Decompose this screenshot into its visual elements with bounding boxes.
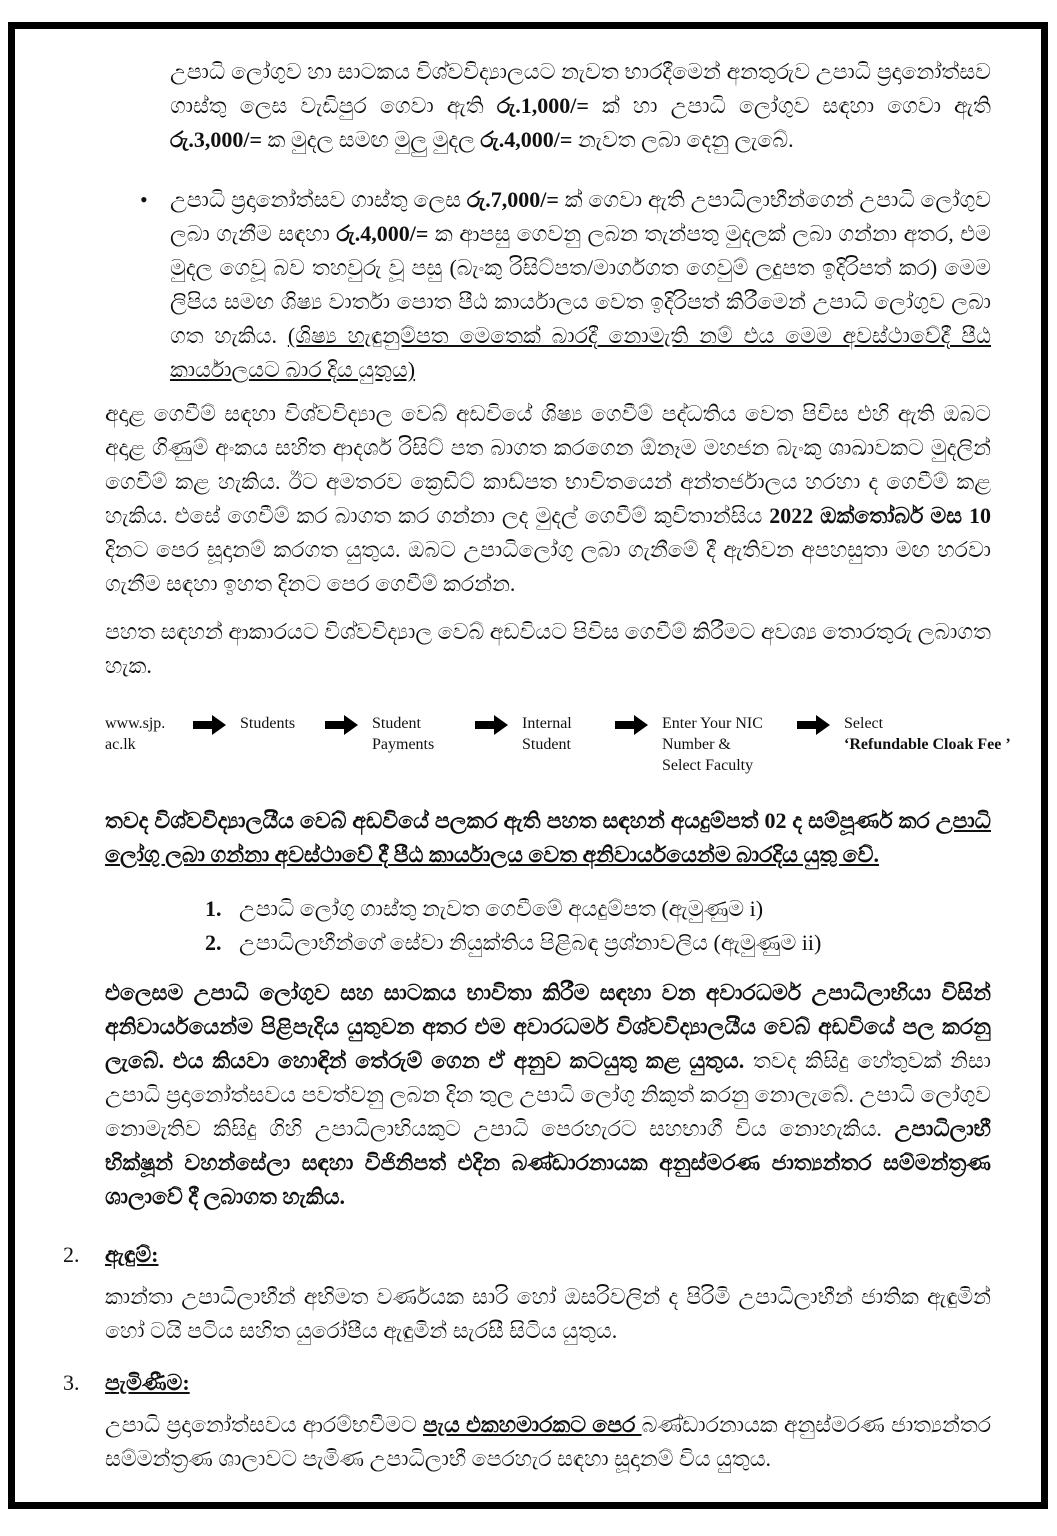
flow-step-label: ac.lk xyxy=(105,736,136,753)
paragraph-payment-instructions xyxy=(105,397,991,601)
document-content xyxy=(15,29,1041,1476)
section-body xyxy=(105,1366,991,1476)
flow-step-internal-student xyxy=(522,713,602,755)
flow-step-label: Enter Your NIC xyxy=(662,715,763,732)
section-heading-text: පැමිණීම: xyxy=(105,1370,190,1395)
list-item xyxy=(205,926,991,960)
deposit-text: ක ආපසු ගෙවනු ලබන තැන්පතු මුදලක් ලබා ගන්නා අතර, එම මුදල ගෙවූ බව තහවුරු වූ පසු (බැංකු රිසිට්පත/මාර්ගගත ගෙවුම් ලදුපත ඉදිරිපත් කර) මෙම ලිපිය සමඟ ශිෂ්‍ය වාර්තා පොත පීඨ කාර්යාලය වෙත ඉදිරිපත් කිරීමෙන් උපාධි ලෝගුව ලබා ගත හැකිය. xyxy=(170,221,991,348)
section-attire xyxy=(63,1238,991,1348)
right-arrow-icon xyxy=(325,715,359,735)
amount-4000: රු.4,000/= xyxy=(336,221,429,246)
page-border xyxy=(8,22,1048,1509)
refund-text: උපාධි ලෝගුව හා සාටකය විශ්වවිද්‍යාලයට නැවත භාරදීමෙන් අනතුරුව උපාධි ප්‍රදානෝත්සව ගාස්තු ලෙස වැඩිපුර ගෙවා ඇති xyxy=(170,59,991,118)
section-arrival xyxy=(63,1366,991,1476)
refundable-cloak-fee-label: ‘Refundable Cloak Fee ’ xyxy=(844,736,1011,753)
deadline-date: 2022 ඔක්තෝබර් මස 10 xyxy=(769,503,991,528)
flow-step-label: Student xyxy=(522,736,571,753)
deposit-text: උපාධි ප්‍රදානෝත්සව ගාස්තු ලෙස xyxy=(170,187,467,212)
forms-mandatory-note: උපාධි ලෝගු ලබා ගන්නා අවස්ථාවේ දී පීඨ කාර්යාලය වෙත අනිවාර්යයෙන්ම බාරදිය යුතු වේ. xyxy=(105,808,991,867)
ethics-text: එලෙසම උපාධි ලෝගුව සහ සාටකය භාවිතා කිරීම සඳහා වන අවාරධර්ම උපාධිලාභියා විසින් අනිවාර්යයෙන්ම පිළිපැදිය යුතුවන අතර එම අවාරධර්ම විශ්වවිද්‍යාලයීය වෙබ් අඩවියේ පල කරනු ලැබේ. එය කියවා හොඳින් තේරුම් ගෙන ඒ අනුව කටයුතු කළ යුතුය. xyxy=(105,980,991,1073)
flow-step-label: Student xyxy=(372,715,421,732)
arrival-text: බණ්ඩාරනායක අනුස්මරණ ජාත්‍යන්තර සම්මන්ත්‍රණ ශාලාවට පැමිණ උපාධිලාභී පෙරහැර සඳහා සූදානම් විය යුතුය. xyxy=(105,1412,991,1471)
bullet-icon: • xyxy=(140,187,148,212)
paragraph-forms-required xyxy=(105,804,991,872)
info-text: පහත සඳහන් ආකාරයට විශ්වවිද්‍යාල වෙබ් අඩවියට පිවිස ගෙවීම් කිරීමට අවශ්‍ය තොරතුරු ලබාගත හැක. xyxy=(105,619,991,678)
arrival-time-emphasis: පැය එකහමාරකට පෙර xyxy=(422,1412,642,1437)
bullet-deposit-text xyxy=(170,183,991,387)
list-item-number: 1. xyxy=(205,896,222,921)
payment-text: දිනට පෙර සූදානම් කරගත යුතුය. ඔබට උපාධිලෝගු ලබා ගැනීමේ දී ඇතිවන අපහසුතා මඟ හරවා ගැනීම සඳහා ඉහත දිනට පෙර ගෙවීම් කරන්න. xyxy=(105,537,991,596)
section-arrival-text xyxy=(105,1408,991,1476)
refund-text: නැවත ලබා දෙනු ලැබේ. xyxy=(572,127,794,152)
flow-step-label: www.sjp. xyxy=(105,715,166,732)
right-arrow-icon xyxy=(193,715,227,735)
flow-step-website xyxy=(105,713,180,755)
section-heading xyxy=(105,1366,991,1400)
payment-text: අදාළ ගෙවීම් සඳහා විශ්වවිද්‍යාල වෙබ් අඩවියේ ශිෂ්‍ය ගෙවීම් පද්ධතිය වෙත පිවිස එහි ඇති ඔබට අදාළ ගිණුම් අංකය සහිත ආදර්ශ රිසිට් පත බාගත කරගෙන ඕනෑම මහජන බැංකු ශාඛාවකට මුදලින් ගෙවීම් කළ හැකිය. ඊට අමතරව ක්‍රෙඩිට් කාඩ්පත භාවිතයෙන් අන්තර්ජාලය හරහා ද ගෙවීම් කළ හැකිය. එසේ ගෙවීම් කර බාගත කර ගන්නා ලද මුදල් ගෙවීම් කුවිතාන්සිය xyxy=(105,401,991,528)
student-id-note: (ශිෂ්‍ය හැඳුනුම්පත මෙතෙක් බාරදී නොමැති නම් එය මෙම අවස්ථාවේදී පීඨ කාර්යාලයට බාර දිය යුතුය) xyxy=(170,323,992,382)
refund-text: ක් හා උපාධි ලෝගුව සඳහා ගෙවා ඇති xyxy=(588,93,992,118)
flow-step-student-payments xyxy=(372,713,462,755)
section-attire-text xyxy=(105,1280,991,1348)
amount-1000: රු.1,000/= xyxy=(496,93,589,118)
section-number: 3. xyxy=(63,1370,80,1395)
flow-step-label: Payments xyxy=(372,736,435,753)
flow-step-label: Number & xyxy=(662,736,731,753)
list-item xyxy=(205,892,991,926)
paragraph-refund xyxy=(170,55,991,157)
section-heading-text: ඇඳුම්: xyxy=(105,1242,159,1267)
bullet-deposit xyxy=(105,183,991,387)
arrival-text: උපාධි ප්‍රදානෝත්සවය ආරම්භවීමට xyxy=(105,1412,423,1437)
flow-step-label: Select Faculty xyxy=(662,757,754,774)
deposit-text: ක් ගෙවා ඇති උපාධිලාභීන්ගෙන් උපාධි ලෝගුව ලබා ගැනීම සඳහා xyxy=(170,187,991,246)
payment-flow xyxy=(105,713,1040,776)
right-arrow-icon xyxy=(615,715,649,735)
list-item-text: උපාධි ලෝගු ගාස්තු නැවත ගෙවීමේ අයදුම්පත (ඇමුණුම i) xyxy=(239,896,764,921)
paragraph-info xyxy=(105,615,991,683)
paragraph-ethics xyxy=(105,976,991,1214)
right-arrow-icon xyxy=(475,715,509,735)
flow-step-label: Students xyxy=(240,715,296,732)
amount-3000: රු.3,000/= xyxy=(170,127,263,152)
flow-step-nic-faculty xyxy=(662,713,784,776)
list-item-text: උපාධිලාභීන්ගේ සේවා නියුක්තිය පිළිබඳ ප්‍රශ්නාවලිය (ඇමුණුම ii) xyxy=(239,930,822,955)
amount-4000: රු.4,000/= xyxy=(480,127,573,152)
flow-step-students xyxy=(240,713,312,734)
amount-7000: රු.7,000/= xyxy=(466,187,559,212)
flow-step-label: Internal xyxy=(522,715,572,732)
monks-fans-text: උපාධිලාභී භික්ෂූන් වහන්සේලා සඳහා විජිනිපත් එදින බණ්ඩාරනායක අනුස්මරණ ජාත්‍යන්තර සම්මන්ත්‍රණ ශාලාවේ දී ලබාගත හැකිය. xyxy=(105,1116,991,1209)
list-item-number: 2. xyxy=(205,930,222,955)
flow-step-label: Select xyxy=(844,715,884,732)
flow-step-select-fee xyxy=(844,713,1040,755)
section-heading xyxy=(105,1238,991,1272)
attire-text: කාන්තා උපාධිලාභීන් අභිමත වර්ණයක සාරි හෝ ඔසරිවලින් ද පිරිමි උපාධිලාභීන් ජාතික ඇඳුමින් හෝ ටයි පටිය සහිත යුරෝපීය ඇඳුමින් සැරසී සිටිය යුතුය. xyxy=(105,1284,991,1343)
refund-text: ක මුදල සමඟ මුලු මුදල xyxy=(262,127,481,152)
right-arrow-icon xyxy=(797,715,831,735)
section-number: 2. xyxy=(63,1242,80,1267)
no-cloak-issue-text: තවද කිසිදු හේතුවක් නිසා උපාධි ප්‍රදානෝත්සවය පවත්වනු ලබන දින තුල උපාධි ලෝගු නිකුත් කරනු නොලැබේ. උපාධි ලෝගුව නොමැතිව කිසිදු ගිහි උපාධිලාභියකුට උපාධි පෙරහැරට සහභාගී විය නොහැකිය. xyxy=(105,1048,991,1141)
section-body xyxy=(105,1238,991,1348)
forms-list xyxy=(205,892,991,960)
forms-text: තවද විශ්වවිද්‍යාලයීය වෙබ් අඩවියේ පලකර ඇති පහත සඳහන් අයදුම්පත් 02 ද සම්පූර්ණ කර xyxy=(105,808,936,833)
